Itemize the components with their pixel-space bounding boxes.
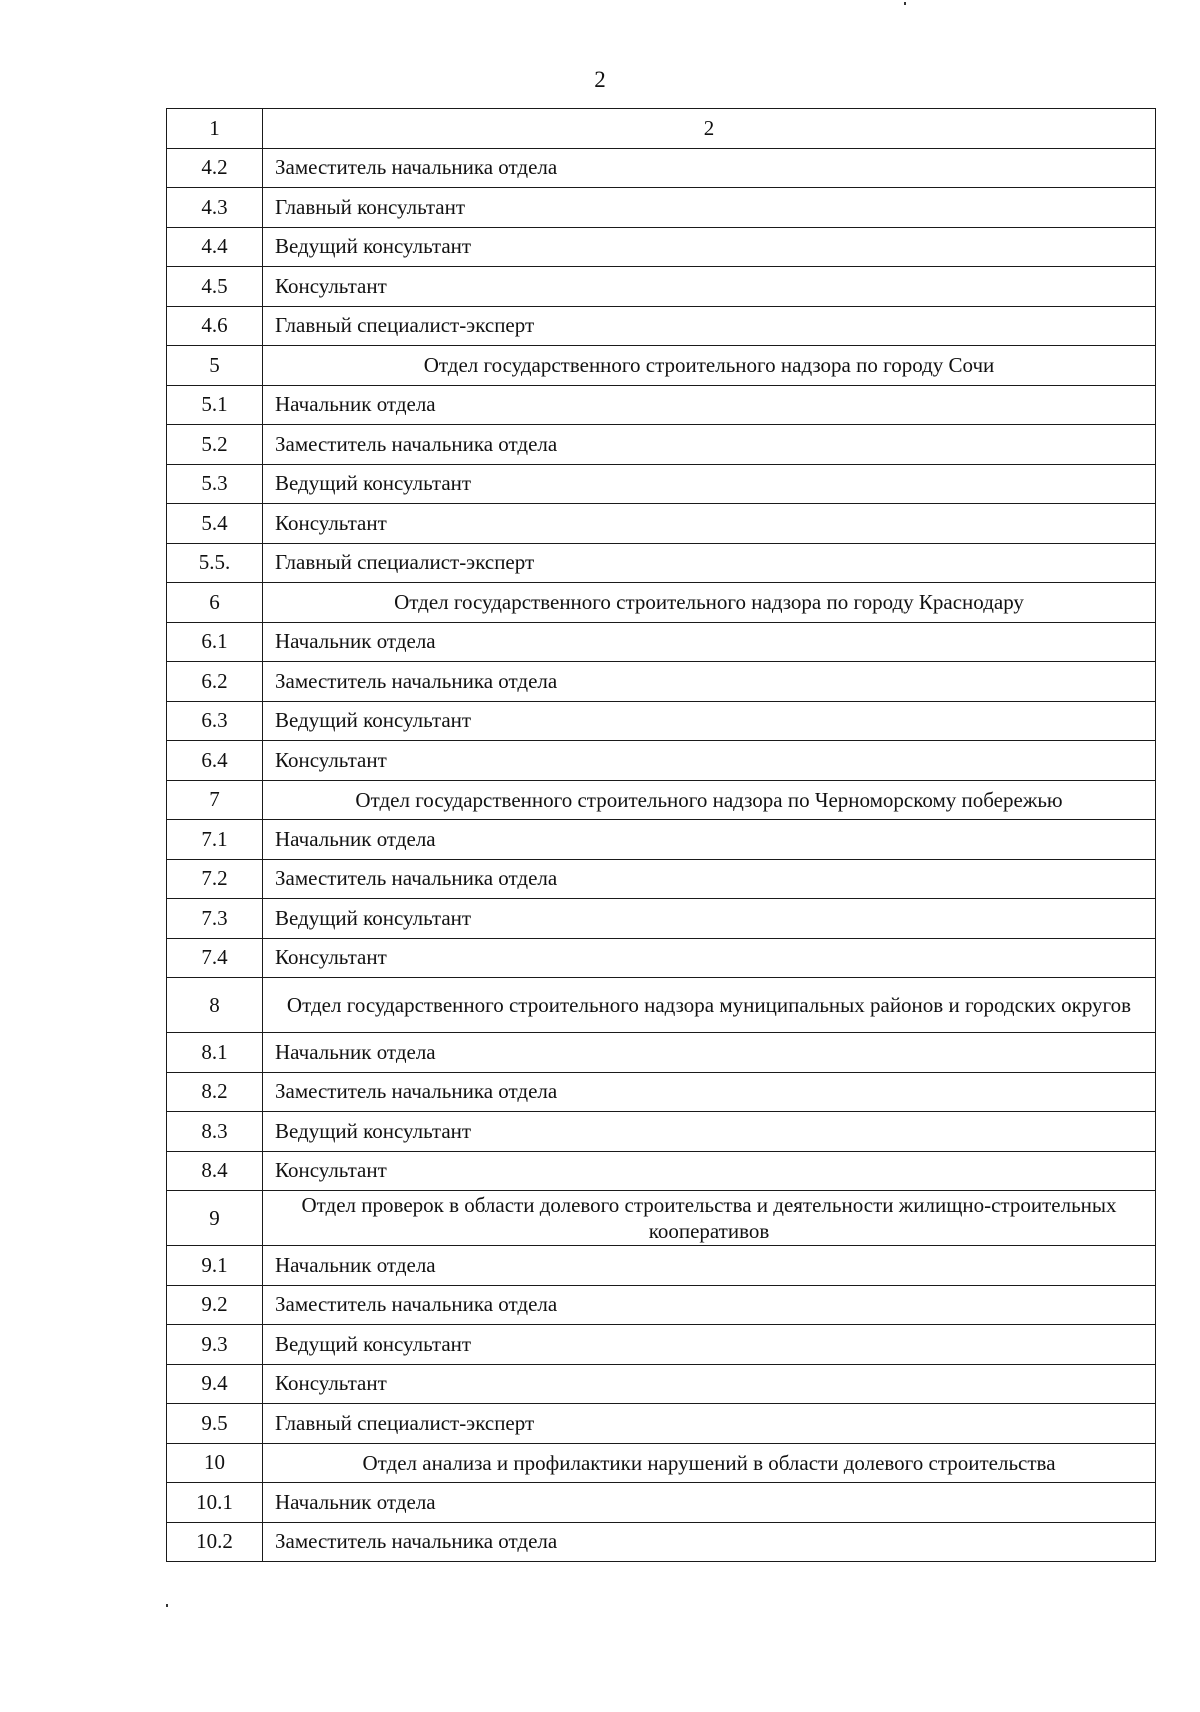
row-number: 8.2 — [167, 1072, 263, 1112]
position-title: Ведущий консультант — [263, 1112, 1156, 1152]
scan-speck — [904, 2, 906, 5]
row-number: 10.1 — [167, 1483, 263, 1523]
section-row — [167, 346, 1156, 386]
row-number: 9 — [167, 1191, 263, 1246]
position-title: Заместитель начальника отдела — [263, 859, 1156, 899]
table-row — [167, 1325, 1156, 1365]
row-number: 7 — [167, 780, 263, 820]
header-cell-title: 2 — [263, 109, 1156, 149]
section-title: Отдел анализа и профилактики нарушений в области долевого строительства — [263, 1443, 1156, 1483]
position-title: Главный специалист-эксперт — [263, 306, 1156, 346]
row-number: 4.5 — [167, 267, 263, 307]
position-title: Начальник отдела — [263, 1246, 1156, 1286]
row-number: 4.6 — [167, 306, 263, 346]
table-header-row — [167, 109, 1156, 149]
row-number: 5.2 — [167, 425, 263, 465]
header-cell-number: 1 — [167, 109, 263, 149]
table-row — [167, 1522, 1156, 1562]
position-title: Консультант — [263, 938, 1156, 978]
position-title: Консультант — [263, 741, 1156, 781]
table-row — [167, 938, 1156, 978]
position-title: Главный консультант — [263, 188, 1156, 228]
row-number: 4.3 — [167, 188, 263, 228]
position-title: Главный специалист-эксперт — [263, 1404, 1156, 1444]
section-row — [167, 1443, 1156, 1483]
row-number: 5.5. — [167, 543, 263, 583]
row-number: 10.2 — [167, 1522, 263, 1562]
row-number: 8 — [167, 978, 263, 1033]
table-row — [167, 820, 1156, 860]
section-title: Отдел государственного строительного надзора муниципальных районов и городских округов — [263, 978, 1156, 1033]
position-title: Заместитель начальника отдела — [263, 425, 1156, 465]
row-number: 6.1 — [167, 622, 263, 662]
table-row — [167, 1483, 1156, 1523]
row-number: 9.4 — [167, 1364, 263, 1404]
row-number: 8.3 — [167, 1112, 263, 1152]
row-number: 6.3 — [167, 701, 263, 741]
position-title: Начальник отдела — [263, 1033, 1156, 1073]
page-number: 2 — [594, 67, 606, 92]
position-title: Консультант — [263, 267, 1156, 307]
section-title: Отдел проверок в области долевого строительства и деятельности жилищно-строительных кооперативов — [263, 1191, 1156, 1246]
row-number: 9.1 — [167, 1246, 263, 1286]
section-title: Отдел государственного строительного надзора по городу Сочи — [263, 346, 1156, 386]
section-row — [167, 1191, 1156, 1246]
table-row — [167, 1246, 1156, 1286]
row-number: 8.4 — [167, 1151, 263, 1191]
row-number: 6.4 — [167, 741, 263, 781]
table-row — [167, 622, 1156, 662]
table-row — [167, 464, 1156, 504]
position-title: Заместитель начальника отдела — [263, 1285, 1156, 1325]
section-row — [167, 780, 1156, 820]
table-row — [167, 1364, 1156, 1404]
row-number: 9.2 — [167, 1285, 263, 1325]
position-title: Консультант — [263, 504, 1156, 544]
scan-speck — [166, 1604, 168, 1607]
position-title: Заместитель начальника отдела — [263, 1072, 1156, 1112]
row-number: 5.4 — [167, 504, 263, 544]
table-row — [167, 227, 1156, 267]
section-row — [167, 583, 1156, 623]
table-row — [167, 899, 1156, 939]
section-title: Отдел государственного строительного надзора по городу Краснодару — [263, 583, 1156, 623]
position-title: Заместитель начальника отдела — [263, 1522, 1156, 1562]
position-title: Главный специалист-эксперт — [263, 543, 1156, 583]
table-row — [167, 1072, 1156, 1112]
position-title: Начальник отдела — [263, 820, 1156, 860]
row-number: 9.5 — [167, 1404, 263, 1444]
table-row — [167, 1033, 1156, 1073]
position-title: Начальник отдела — [263, 1483, 1156, 1523]
staff-table — [166, 108, 1156, 1562]
position-title: Начальник отдела — [263, 385, 1156, 425]
table-row — [167, 1151, 1156, 1191]
row-number: 6.2 — [167, 662, 263, 702]
table-row — [167, 859, 1156, 899]
row-number: 5 — [167, 346, 263, 386]
table-row — [167, 385, 1156, 425]
row-number: 4.2 — [167, 148, 263, 188]
table-row — [167, 741, 1156, 781]
row-number: 7.3 — [167, 899, 263, 939]
position-title: Ведущий консультант — [263, 701, 1156, 741]
position-title: Заместитель начальника отдела — [263, 662, 1156, 702]
table-row — [167, 504, 1156, 544]
section-row — [167, 978, 1156, 1033]
position-title: Ведущий консультант — [263, 1325, 1156, 1365]
table-row — [167, 188, 1156, 228]
table-row — [167, 701, 1156, 741]
position-title: Ведущий консультант — [263, 227, 1156, 267]
row-number: 8.1 — [167, 1033, 263, 1073]
position-title: Ведущий консультант — [263, 464, 1156, 504]
row-number: 10 — [167, 1443, 263, 1483]
table-row — [167, 1112, 1156, 1152]
position-title: Консультант — [263, 1364, 1156, 1404]
table-row — [167, 148, 1156, 188]
row-number: 7.4 — [167, 938, 263, 978]
table-row — [167, 543, 1156, 583]
position-title: Начальник отдела — [263, 622, 1156, 662]
row-number: 6 — [167, 583, 263, 623]
table-row — [167, 425, 1156, 465]
row-number: 5.1 — [167, 385, 263, 425]
table-row — [167, 1404, 1156, 1444]
row-number: 7.1 — [167, 820, 263, 860]
row-number: 4.4 — [167, 227, 263, 267]
table-body — [167, 109, 1156, 1562]
row-number: 7.2 — [167, 859, 263, 899]
position-title: Консультант — [263, 1151, 1156, 1191]
table-row — [167, 662, 1156, 702]
table-row — [167, 306, 1156, 346]
section-title: Отдел государственного строительного надзора по Черноморскому побережью — [263, 780, 1156, 820]
position-title: Заместитель начальника отдела — [263, 148, 1156, 188]
row-number: 5.3 — [167, 464, 263, 504]
table-row — [167, 1285, 1156, 1325]
row-number: 9.3 — [167, 1325, 263, 1365]
table-row — [167, 267, 1156, 307]
position-title: Ведущий консультант — [263, 899, 1156, 939]
